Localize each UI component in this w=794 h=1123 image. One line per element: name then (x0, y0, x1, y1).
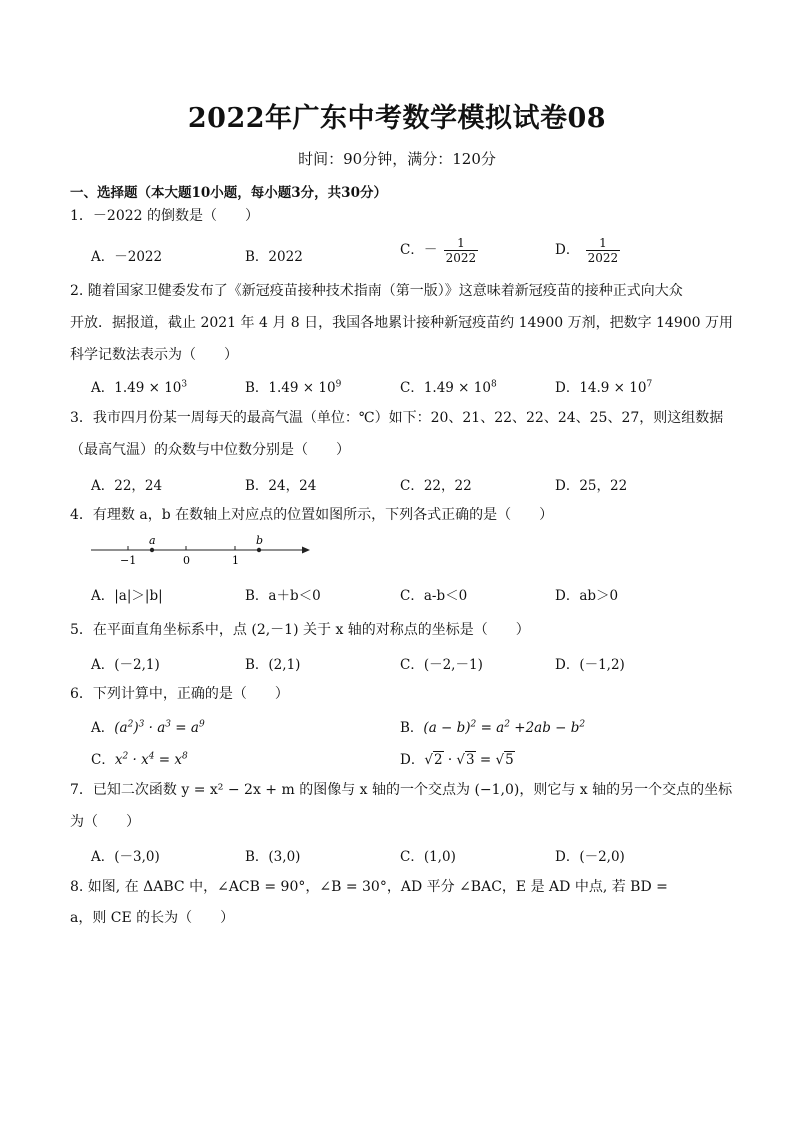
question-3-option-c: C．22，22 (400, 478, 472, 494)
question-1-stem: 1．－2022 的倒数是（ ） (70, 208, 259, 224)
number-line-arrow-icon (302, 547, 310, 554)
question-5-stem: 5．在平面直角坐标系中，点 (2,－1) 关于 x 轴的对称点的坐标是（ ） (70, 622, 530, 638)
tick-label-one: 1 (232, 554, 239, 567)
question-4-option-a: A．|a|＞|b| (91, 588, 163, 604)
fraction-denominator: 2022 (445, 251, 477, 265)
option-label: B． (400, 720, 424, 736)
question-7-stem-line-2: 为（ ） (70, 814, 140, 830)
question-2-option-c (400, 376, 497, 396)
question-6-stem: 6．下列计算中，正确的是（ ） (70, 686, 289, 702)
question-5-option-a: A．(－2,1) (91, 657, 160, 673)
question-3-stem-line-2: （最高气温）的众数与中位数分别是（ ） (70, 442, 350, 458)
fraction-denominator: 2022 (587, 251, 619, 265)
point-b-label: b (256, 534, 264, 547)
option-text: D．14.9 × 10 (555, 380, 647, 396)
fraction (586, 236, 621, 265)
question-2-stem-line-1: 2. 随着国家卫健委发布了《新冠疫苗接种技术指南（第一版）》这意味着新冠疫苗的接种正式向大众 (70, 283, 683, 299)
question-7-option-d: D．(－2,0) (555, 849, 625, 865)
question-7-option-b: B．(3,0) (245, 849, 301, 865)
question-3-option-a: A．22，24 (91, 478, 163, 494)
section-heading: 一、选择题（本大题10小题，每小题3分，共30分） (70, 185, 387, 201)
question-1-option-c (400, 236, 478, 265)
question-7-stem-line-1: 7．已知二次函数 y = x² − 2x + m 的图像与 x 轴的一个交点为 (−1,0)，则它与 x 轴的另一个交点的坐标 (70, 782, 733, 798)
fraction (444, 236, 479, 265)
question-4-stem: 4．有理数 a，b 在数轴上对应点的位置如图所示，下列各式正确的是（ ） (70, 507, 554, 523)
question-5-option-b: B．(2,1) (245, 657, 301, 673)
question-1-option-a: A．－2022 (91, 249, 163, 265)
question-3-option-d: D．25，22 (555, 478, 628, 494)
question-4-option-b: B．a＋b＜0 (245, 588, 321, 604)
question-3-stem-line-1: 3．我市四月份某一周每天的最高气温（单位：℃）如下：20、21、22、22、24、25、27，则这组数据 (70, 410, 724, 426)
question-1-option-b: B．2022 (245, 249, 303, 265)
question-2-stem-line-3: 科学记数法表示为（ ） (70, 347, 238, 363)
tick-label-minus-one: −1 (120, 554, 137, 567)
question-2-option-a (91, 376, 187, 396)
exponent: 7 (646, 379, 653, 390)
question-5-option-c: C．(－2,－1) (400, 657, 483, 673)
exponent: 3 (181, 379, 188, 390)
question-1-option-d-label: D． (555, 242, 580, 258)
option-label: D． (400, 752, 425, 768)
question-1-option-c-label: C．－ (400, 242, 438, 258)
point-a-label: a (149, 534, 156, 547)
question-6-option-c: C．$x^2 \cdot x^4 = x^8$ (91, 751, 188, 768)
option-text: C．1.49 × 10 (400, 380, 491, 396)
question-6-option-d: D．√2 · √3 = √5 (400, 752, 514, 768)
question-7-option-a: A．(－3,0) (91, 849, 160, 865)
option-text: B．1.49 × 10 (245, 380, 336, 396)
question-2-option-b (245, 376, 341, 396)
tick-label-zero: 0 (183, 554, 190, 567)
question-8-stem-line-2: a，则 CE 的长为（ ） (70, 910, 235, 926)
exponent: 8 (490, 379, 497, 390)
question-2-option-d (555, 376, 652, 396)
question-1-option-d (555, 236, 620, 265)
question-3-option-b: B．24，24 (245, 478, 317, 494)
fraction-numerator: 1 (599, 236, 607, 250)
question-4-option-c: C．a-b＜0 (400, 588, 468, 604)
option-label: C． (91, 752, 115, 768)
point-b-dot (257, 548, 261, 552)
question-4-option-d: D．ab＞0 (555, 588, 619, 604)
question-7-option-c: C．(1,0) (400, 849, 456, 865)
question-6-option-b: B．$(a - b)^2 = a^2 +2ab - b^2$ (400, 719, 586, 736)
question-6-option-a: A．$(a^2)^3 \cdot a^3 = a^9$ (91, 719, 205, 736)
exponent: 9 (335, 379, 342, 390)
option-text: A．1.49 × 10 (91, 380, 182, 396)
option-label: A． (91, 720, 115, 736)
point-a-dot (150, 548, 154, 552)
fraction-numerator: 1 (457, 236, 465, 250)
number-line-figure (88, 534, 312, 568)
page-subtitle: 时间：90分钟，满分：120分 (298, 150, 496, 168)
question-5-option-d: D．(－1,2) (555, 657, 625, 673)
page-title: 2022年广东中考数学模拟试卷08 (187, 103, 607, 134)
question-8-stem-line-1: 8. 如图, 在 ΔABC 中，∠ACB = 90°，∠B = 30°，AD 平分 ∠BAC，E 是 AD 中点, 若 BD = (70, 879, 668, 895)
question-2-stem-line-2: 开放．据报道，截止 2021 年 4 月 8 日，我国各地累计接种新冠疫苗约 14900 万剂，把数字 14900 万用 (70, 315, 734, 331)
